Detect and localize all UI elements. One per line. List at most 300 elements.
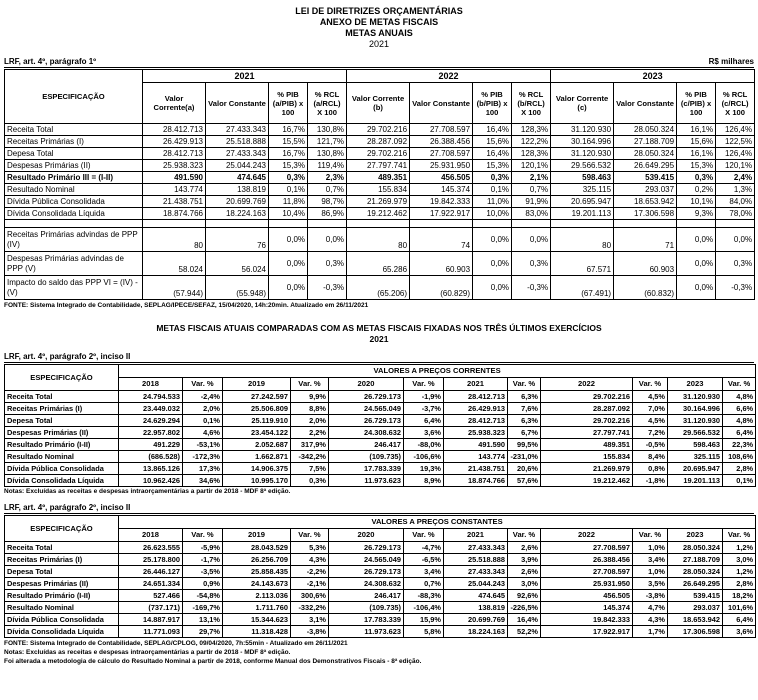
value-cell: 29.566.532 xyxy=(668,427,723,439)
table-row xyxy=(5,578,756,590)
column-header: 2022 xyxy=(541,529,633,542)
column-header: 2023 xyxy=(668,529,723,542)
table2-group-header: VALORES A PREÇOS CORRENTES xyxy=(119,365,756,378)
value-cell: 3,0% xyxy=(508,578,541,590)
value-cell: 126,4% xyxy=(716,148,755,160)
value-cell: 0,0% xyxy=(677,276,716,300)
value-cell: 27.797.741 xyxy=(541,427,633,439)
value-cell: 0,3% xyxy=(291,475,329,487)
value-cell: 20.699.769 xyxy=(444,614,508,626)
value-cell: 17.783.339 xyxy=(329,614,404,626)
value-cell: 10,1% xyxy=(677,196,716,208)
value-cell: 130,8% xyxy=(308,124,347,136)
table-row xyxy=(5,475,756,487)
value-cell: 6,3% xyxy=(508,391,541,403)
table-row xyxy=(5,542,756,554)
value-cell: -1,7% xyxy=(183,554,223,566)
row-label: Receitas Primárias (I) xyxy=(5,554,119,566)
value-cell: 26.729.173 xyxy=(329,566,404,578)
value-cell: -0,5% xyxy=(633,439,668,451)
value-cell: 9,9% xyxy=(291,391,329,403)
value-cell: 58.024 xyxy=(143,252,206,276)
value-cell: 6,4% xyxy=(723,427,756,439)
value-cell: (737.171) xyxy=(119,602,183,614)
value-cell: (60.829) xyxy=(410,276,473,300)
row-label: Despesas Primárias (II) xyxy=(5,427,119,439)
value-cell: 2,2% xyxy=(291,427,329,439)
value-cell: 491.590 xyxy=(444,439,508,451)
value-cell: 78,0% xyxy=(716,208,755,220)
column-header: Var. % xyxy=(183,378,223,391)
value-cell: 0,0% xyxy=(716,228,755,252)
value-cell: 11.318.428 xyxy=(223,626,291,638)
row-label xyxy=(5,220,143,228)
column-header: Var. % xyxy=(508,529,541,542)
value-cell: 2,8% xyxy=(723,463,756,475)
value-cell: 145.374 xyxy=(410,184,473,196)
value-cell: 22,3% xyxy=(723,439,756,451)
column-header: 2020 xyxy=(329,529,404,542)
value-cell: 325.115 xyxy=(551,184,614,196)
value-cell: 16,1% xyxy=(677,124,716,136)
value-cell: 26.729.173 xyxy=(329,415,404,427)
value-cell: 8,8% xyxy=(291,403,329,415)
value-cell: 0,3% xyxy=(473,172,512,184)
table-row xyxy=(5,614,756,626)
value-cell: 1,2% xyxy=(723,542,756,554)
title-line-2: ANEXO DE METAS FISCAIS xyxy=(319,17,439,27)
value-cell: 24.308.632 xyxy=(329,578,404,590)
value-cell: 18.653.942 xyxy=(614,196,677,208)
value-cell: 3,4% xyxy=(633,554,668,566)
value-cell: 4,3% xyxy=(633,614,668,626)
value-cell: 16,1% xyxy=(677,148,716,160)
column-header: Valor Constante xyxy=(206,83,269,124)
table1-especificacao-header: ESPECIFICAÇÃO xyxy=(5,70,143,124)
value-cell: 91,9% xyxy=(512,196,551,208)
column-header: 2018 xyxy=(119,529,183,542)
value-cell: 5,8% xyxy=(404,626,444,638)
value-cell: 28.412.713 xyxy=(143,148,206,160)
value-cell: 0,0% xyxy=(473,276,512,300)
value-cell: 20,6% xyxy=(508,463,541,475)
value-cell: 28.412.713 xyxy=(444,391,508,403)
row-label: Despesas Primárias advindas de PPP (V) xyxy=(5,252,143,276)
column-header: % PIB (c/PIB) x 100 xyxy=(677,83,716,124)
value-cell: 120,1% xyxy=(716,160,755,172)
value-cell: 6,4% xyxy=(723,614,756,626)
row-label: Resultado Nominal xyxy=(5,451,119,463)
value-cell: 474.645 xyxy=(206,172,269,184)
value-cell: 325.115 xyxy=(668,451,723,463)
value-cell: 3,0% xyxy=(723,554,756,566)
value-cell: 5,3% xyxy=(291,542,329,554)
value-cell: 1.662.871 xyxy=(223,451,291,463)
value-cell: 2,0% xyxy=(183,403,223,415)
row-label: Dívida Consolidada Líquida xyxy=(5,208,143,220)
value-cell: 2,6% xyxy=(508,566,541,578)
value-cell: 25.858.435 xyxy=(223,566,291,578)
value-cell: 0,3% xyxy=(512,252,551,276)
value-cell: 2.052.687 xyxy=(223,439,291,451)
column-header: Var. % xyxy=(723,529,756,542)
value-cell: 15,3% xyxy=(269,160,308,172)
table-row xyxy=(5,566,756,578)
value-cell: 28.043.529 xyxy=(223,542,291,554)
table3-group-header-row xyxy=(5,516,756,529)
table3-notes-1: Notas: Excluídas as receitas e despesas intraorçamentárias a partir de 2018 - MDF 8ª edição. xyxy=(4,649,291,656)
value-cell: 128,3% xyxy=(512,148,551,160)
value-cell: (65.206) xyxy=(347,276,410,300)
value-cell: 20.695.947 xyxy=(668,463,723,475)
table2-notes: Notas: Excluídas as receitas e despesas intraorçamentárias a partir de 2018 - MDF 8ª edição. xyxy=(4,488,291,495)
value-cell: 0,0% xyxy=(677,252,716,276)
value-cell: -53,1% xyxy=(183,439,223,451)
table-row xyxy=(5,196,755,208)
value-cell: 19.201.113 xyxy=(551,208,614,220)
value-cell: -231,0% xyxy=(508,451,541,463)
value-cell: 19.201.113 xyxy=(668,475,723,487)
value-cell: 3,4% xyxy=(404,566,444,578)
value-cell: -88,0% xyxy=(404,439,444,451)
value-cell: 3,6% xyxy=(723,626,756,638)
value-cell: 29.702.216 xyxy=(347,124,410,136)
value-cell: (109.735) xyxy=(329,602,404,614)
value-cell: 27.797.741 xyxy=(347,160,410,172)
value-cell: 31.120.930 xyxy=(668,391,723,403)
value-cell: 86,9% xyxy=(308,208,347,220)
table-row xyxy=(5,403,756,415)
value-cell: 28.050.324 xyxy=(614,124,677,136)
table3-fonte: FONTE: Sistema Integrado de Contabilidade, SEPLAG/CPLOG, 09/04/2020, 7h:55min - Atualizado em 26/11/2021 xyxy=(4,640,348,647)
value-cell: 3,5% xyxy=(633,578,668,590)
value-cell: 71 xyxy=(614,228,677,252)
value-cell: 28.287.092 xyxy=(347,136,410,148)
value-cell: 92,6% xyxy=(508,590,541,602)
value-cell: (109.735) xyxy=(329,451,404,463)
value-cell: 26.729.173 xyxy=(329,391,404,403)
value-cell: 25.044.243 xyxy=(444,578,508,590)
row-label: Depesa Total xyxy=(5,566,119,578)
table1-year-header-row xyxy=(5,70,755,83)
value-cell: 19.842.333 xyxy=(410,196,473,208)
row-label: Resultado Primário (I-II) xyxy=(5,590,119,602)
table1-body xyxy=(5,124,755,300)
value-cell xyxy=(473,220,512,228)
value-cell xyxy=(308,220,347,228)
value-cell: 15.344.623 xyxy=(223,614,291,626)
value-cell: 0,0% xyxy=(269,228,308,252)
value-cell: 25.518.888 xyxy=(206,136,269,148)
value-cell: 0,0% xyxy=(512,228,551,252)
value-cell: 29.702.216 xyxy=(347,148,410,160)
value-cell: 16,4% xyxy=(473,124,512,136)
value-cell: 10.962.426 xyxy=(119,475,183,487)
value-cell: 11.973.623 xyxy=(329,475,404,487)
value-cell: -0,3% xyxy=(308,276,347,300)
value-cell: 27.708.597 xyxy=(410,148,473,160)
value-cell: -226,5% xyxy=(508,602,541,614)
value-cell: (686.528) xyxy=(119,451,183,463)
value-cell: 598.463 xyxy=(551,172,614,184)
value-cell: 31.120.930 xyxy=(551,124,614,136)
value-cell: 0,7% xyxy=(308,184,347,196)
value-cell: 56.024 xyxy=(206,252,269,276)
value-cell: -1,8% xyxy=(633,475,668,487)
value-cell: 18.874.766 xyxy=(143,208,206,220)
value-cell: 25.044.243 xyxy=(206,160,269,172)
table1-year-2021: 2021 xyxy=(143,70,347,83)
value-cell: (57.944) xyxy=(143,276,206,300)
column-header: % PIB (a/PIB) x 100 xyxy=(269,83,308,124)
value-cell: 119,4% xyxy=(308,160,347,172)
table-row xyxy=(5,554,756,566)
value-cell xyxy=(677,220,716,228)
value-cell: 3,1% xyxy=(291,614,329,626)
table-row xyxy=(5,252,755,276)
table3-group-header: VALORES A PREÇOS CONSTANTES xyxy=(119,516,756,529)
value-cell: 27.188.709 xyxy=(668,554,723,566)
value-cell: 26.623.555 xyxy=(119,542,183,554)
value-cell: -332,2% xyxy=(291,602,329,614)
value-cell: 13,1% xyxy=(183,614,223,626)
column-header: 2019 xyxy=(223,378,291,391)
value-cell: 26.429.913 xyxy=(143,136,206,148)
column-header: Var. % xyxy=(723,378,756,391)
section2-title-block xyxy=(4,323,754,345)
value-cell: 246.417 xyxy=(329,590,404,602)
table2-lrf-reference: LRF, art. 4º, parágrafo 2º, inciso II xyxy=(4,352,131,361)
value-cell: 6,7% xyxy=(508,427,541,439)
section2-year: 2021 xyxy=(369,334,389,344)
value-cell: 24.565.049 xyxy=(329,554,404,566)
value-cell: -3,8% xyxy=(291,626,329,638)
value-cell: 19.212.462 xyxy=(347,208,410,220)
value-cell: 122,2% xyxy=(512,136,551,148)
column-header: Valor Corrente (b) xyxy=(347,83,410,124)
value-cell: 0,0% xyxy=(269,252,308,276)
value-cell: 1,0% xyxy=(633,566,668,578)
value-cell: 19.212.462 xyxy=(541,475,633,487)
value-cell: -106,6% xyxy=(404,451,444,463)
table-row xyxy=(5,463,756,475)
value-cell: 21.438.751 xyxy=(444,463,508,475)
value-cell: 121,7% xyxy=(308,136,347,148)
value-cell: 489.351 xyxy=(347,172,410,184)
value-cell: 598.463 xyxy=(668,439,723,451)
value-cell: 28.412.713 xyxy=(143,124,206,136)
row-label: Dívida Pública Consolidada xyxy=(5,196,143,208)
value-cell: 15,3% xyxy=(473,160,512,172)
value-cell: 18.224.163 xyxy=(444,626,508,638)
column-header: Var. % xyxy=(404,378,444,391)
column-header: Var. % xyxy=(508,378,541,391)
table-row xyxy=(5,276,755,300)
value-cell: 1,0% xyxy=(633,542,668,554)
value-cell: 60.903 xyxy=(410,252,473,276)
column-header: Var. % xyxy=(404,529,444,542)
value-cell: 539.415 xyxy=(614,172,677,184)
value-cell xyxy=(143,220,206,228)
table-row xyxy=(5,208,755,220)
column-header: Valor Corrente (c) xyxy=(551,83,614,124)
table2-especificacao-header: ESPECIFICAÇÃO xyxy=(5,365,119,391)
value-cell: 155.834 xyxy=(541,451,633,463)
value-cell: 293.037 xyxy=(668,602,723,614)
value-cell: 300,6% xyxy=(291,590,329,602)
value-cell: 0,9% xyxy=(183,578,223,590)
value-cell: 17.306.598 xyxy=(614,208,677,220)
value-cell: 4,3% xyxy=(291,554,329,566)
value-cell: 15,9% xyxy=(404,614,444,626)
table-row xyxy=(5,148,755,160)
value-cell: 25.938.323 xyxy=(143,160,206,172)
value-cell: 456.505 xyxy=(541,590,633,602)
table2-group-header-row xyxy=(5,365,756,378)
value-cell: 25.506.809 xyxy=(223,403,291,415)
table-row xyxy=(5,184,755,196)
value-cell: 10,4% xyxy=(269,208,308,220)
value-cell: 28.050.324 xyxy=(668,566,723,578)
value-cell: -4,7% xyxy=(404,542,444,554)
value-cell: 11.973.623 xyxy=(329,626,404,638)
value-cell: 27.708.597 xyxy=(410,124,473,136)
value-cell: 57,6% xyxy=(508,475,541,487)
row-label: Receitas Primárias advindas de PPP (IV) xyxy=(5,228,143,252)
value-cell: 80 xyxy=(143,228,206,252)
value-cell: 0,0% xyxy=(269,276,308,300)
row-label: Dívida Pública Consolidada xyxy=(5,463,119,475)
value-cell: 108,6% xyxy=(723,451,756,463)
column-header: Var. % xyxy=(291,378,329,391)
value-cell: 0,7% xyxy=(404,578,444,590)
value-cell: 2,3% xyxy=(308,172,347,184)
value-cell: 34,6% xyxy=(183,475,223,487)
value-cell: 74 xyxy=(410,228,473,252)
value-cell: 18.874.766 xyxy=(444,475,508,487)
value-cell: 80 xyxy=(551,228,614,252)
value-cell: -172,3% xyxy=(183,451,223,463)
value-cell: 143.774 xyxy=(444,451,508,463)
value-cell: 21.438.751 xyxy=(143,196,206,208)
value-cell: 25.518.888 xyxy=(444,554,508,566)
table3-notes-2: Foi alterada a metodologia de cálculo do Resultado Nominal a partir de 2018, conforme Manual dos Demonstrativos Fiscais - 8ª edição. xyxy=(4,658,422,665)
column-header: 2023 xyxy=(668,378,723,391)
column-header: % PIB (b/PIB) x 100 xyxy=(473,83,512,124)
value-cell: 24.565.049 xyxy=(329,403,404,415)
value-cell: -54,8% xyxy=(183,590,223,602)
value-cell: 99,5% xyxy=(508,439,541,451)
table-row xyxy=(5,427,756,439)
row-label: Dívida Consolidada Líquida xyxy=(5,475,119,487)
table-row xyxy=(5,136,755,148)
value-cell: 24.143.673 xyxy=(223,578,291,590)
value-cell: 20.699.769 xyxy=(206,196,269,208)
value-cell: 15,6% xyxy=(677,136,716,148)
row-label: Dívida Consolidada Líquida xyxy=(5,626,119,638)
column-header: % RCL (c/RCL) X 100 xyxy=(716,83,755,124)
value-cell: 527.466 xyxy=(119,590,183,602)
value-cell: 65.286 xyxy=(347,252,410,276)
value-cell: 27.433.343 xyxy=(444,542,508,554)
row-label: Resultado Primário (I-II) xyxy=(5,439,119,451)
value-cell: 28.287.092 xyxy=(541,403,633,415)
value-cell: 26.649.295 xyxy=(614,160,677,172)
value-cell: (60.832) xyxy=(614,276,677,300)
table-row xyxy=(5,451,756,463)
table-row xyxy=(5,228,755,252)
value-cell: 98,7% xyxy=(308,196,347,208)
value-cell: 0,3% xyxy=(716,252,755,276)
value-cell: -3,7% xyxy=(404,403,444,415)
row-label: Receitas Primárias (I) xyxy=(5,136,143,148)
column-header: Valor Constante xyxy=(614,83,677,124)
value-cell: 25.178.800 xyxy=(119,554,183,566)
value-cell: -0,3% xyxy=(512,276,551,300)
value-cell: 17.783.339 xyxy=(329,463,404,475)
value-cell: 67.571 xyxy=(551,252,614,276)
value-cell: 10.995.170 xyxy=(223,475,291,487)
value-cell: 27.242.597 xyxy=(223,391,291,403)
metas-anuais-table xyxy=(4,69,755,300)
value-cell: 27.433.343 xyxy=(206,148,269,160)
value-cell: -88,3% xyxy=(404,590,444,602)
column-header: Var. % xyxy=(183,529,223,542)
value-cell: 3,9% xyxy=(508,554,541,566)
table1-year-2022: 2022 xyxy=(347,70,551,83)
value-cell: 1,2% xyxy=(723,566,756,578)
value-cell: 23.449.032 xyxy=(119,403,183,415)
value-cell: 126,4% xyxy=(716,124,755,136)
row-label: Dívida Pública Consolidada xyxy=(5,614,119,626)
column-header: 2021 xyxy=(444,529,508,542)
value-cell: 23.454.122 xyxy=(223,427,291,439)
value-cell: -3,5% xyxy=(183,566,223,578)
table1-unit-label: R$ milhares xyxy=(708,57,754,66)
value-cell xyxy=(206,220,269,228)
value-cell: 0,1% xyxy=(723,475,756,487)
value-cell: -2,2% xyxy=(291,566,329,578)
value-cell xyxy=(614,220,677,228)
value-cell: 0,8% xyxy=(633,463,668,475)
value-cell: 26.429.913 xyxy=(444,403,508,415)
column-header: Valor Constante xyxy=(410,83,473,124)
value-cell: 1.711.760 xyxy=(223,602,291,614)
value-cell: 30.164.996 xyxy=(551,136,614,148)
value-cell: 145.374 xyxy=(541,602,633,614)
column-header: Var. % xyxy=(633,378,668,391)
value-cell: -0,3% xyxy=(716,276,755,300)
value-cell: 0,2% xyxy=(677,184,716,196)
value-cell: 30.164.996 xyxy=(668,403,723,415)
column-header: % RCL (b/RCL) X 100 xyxy=(512,83,551,124)
value-cell: 29,7% xyxy=(183,626,223,638)
value-cell: 122,5% xyxy=(716,136,755,148)
value-cell: 26.446.127 xyxy=(119,566,183,578)
value-cell: -6,5% xyxy=(404,554,444,566)
value-cell: 10,0% xyxy=(473,208,512,220)
value-cell: 4,6% xyxy=(183,427,223,439)
precos-correntes-table xyxy=(4,364,756,487)
value-cell: 80 xyxy=(347,228,410,252)
value-cell: 130,8% xyxy=(308,148,347,160)
value-cell: 26.256.709 xyxy=(223,554,291,566)
table3-caption-row xyxy=(4,503,754,514)
value-cell: 101,6% xyxy=(723,602,756,614)
table-row xyxy=(5,220,755,228)
value-cell: 0,1% xyxy=(473,184,512,196)
row-label: Receita Total xyxy=(5,391,119,403)
